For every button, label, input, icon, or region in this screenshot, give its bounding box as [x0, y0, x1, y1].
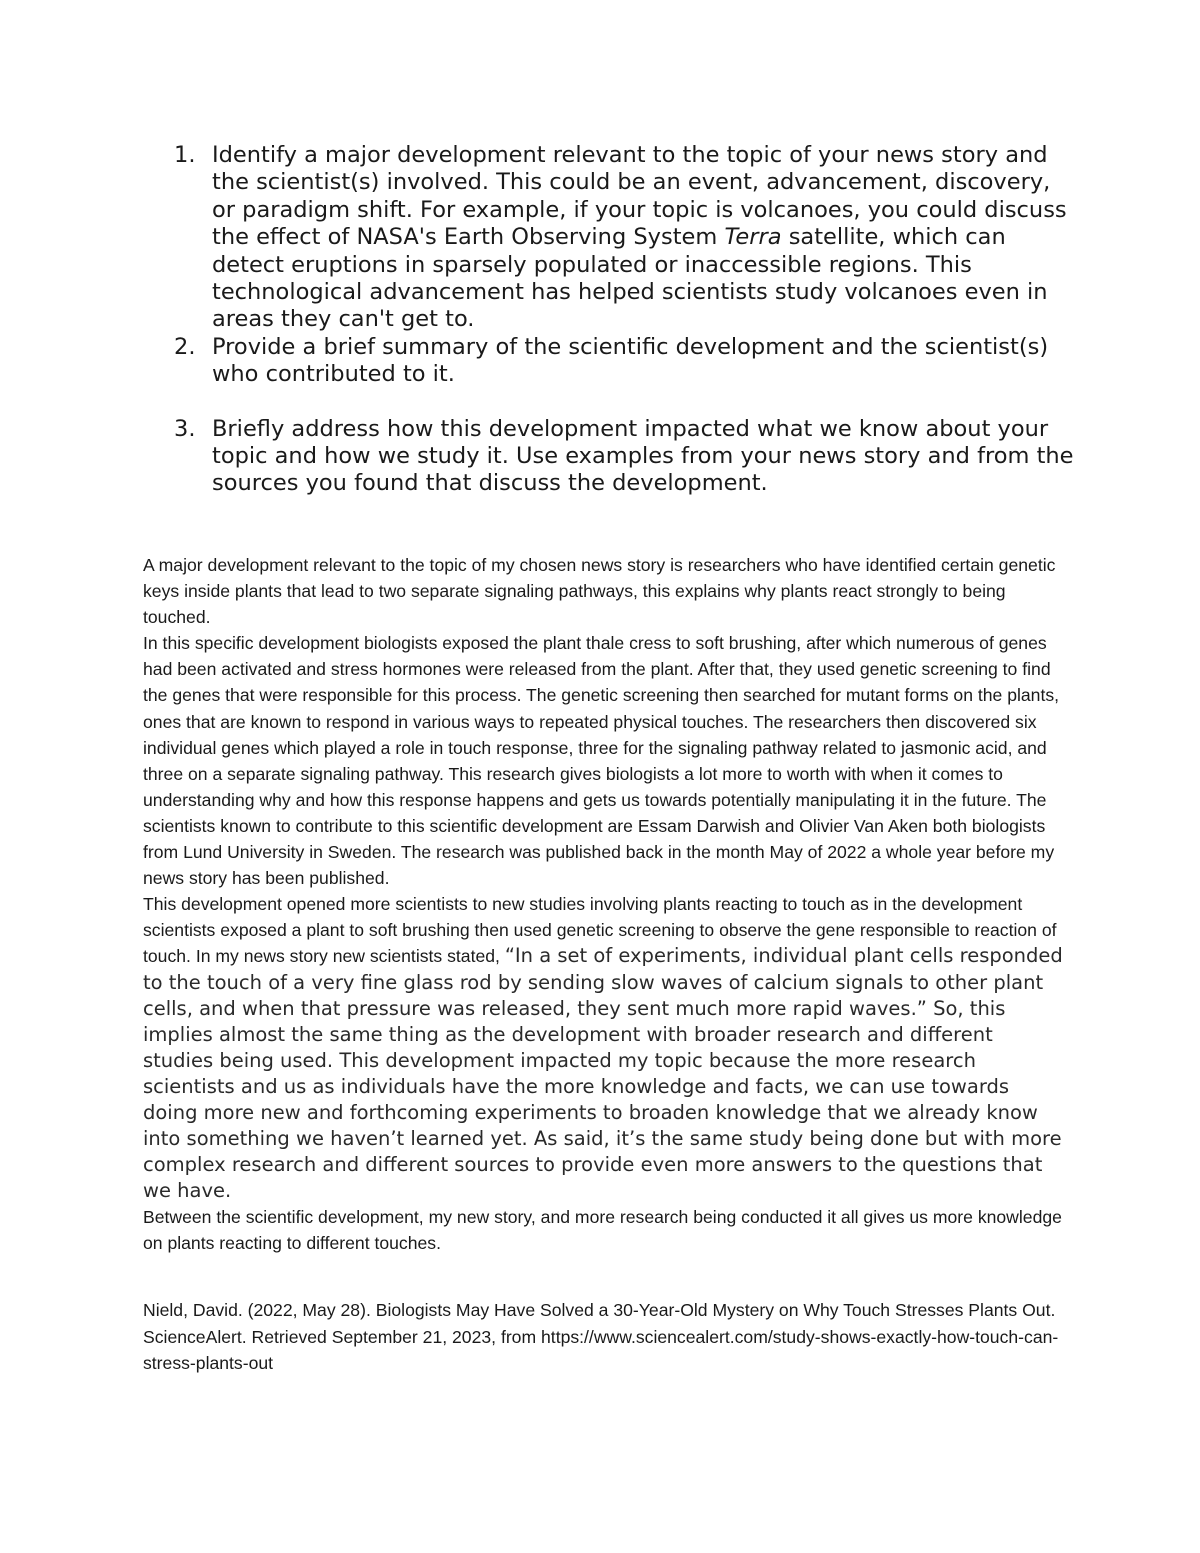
essay-paragraph-3: [143, 891, 1063, 1204]
instructions-list: [174, 142, 1074, 498]
essay-paragraph-3-text: This development opened more scientists to new studies involving plants reacting to touch as in the development scientists exposed a plant to soft brushing then used genetic screening to observe the gene responsible to reaction of touch. In my news story new scientists stated,: [143, 894, 1057, 967]
instruction-text-1b: satellite, which can detect eruptions in sparsely populated or inaccessible regions. This technological advancement has helped scientists study volcanoes even in areas they can't get to.: [212, 224, 1048, 333]
instruction-number-3: 3.: [174, 415, 196, 442]
instruction-text-1-italic: Terra: [724, 224, 782, 251]
instruction-text-2: Provide a brief summary of the scientific development and the scientist(s) who contributed to it.: [212, 333, 1049, 388]
essay-paragraph-4: Between the scientific development, my new story, and more research being conducted it all gives us more knowledge on plants reacting to different touches.: [143, 1207, 1062, 1254]
instruction-item-1: [174, 142, 1074, 334]
essay-body: [143, 552, 1063, 1257]
instruction-text-1a: Identify a major development relevant to the topic of your news story and the scientist(s) involved. This could be an event, advancement, discovery, or paradigm shift. For example, if your topic is volcanoes, you could discuss the effect of NASA's Earth Observing System: [212, 142, 1067, 251]
essay-quote: “In a set of experiments, individual plant cells responded to the touch of a very fine glass rod by sending slow waves of calcium signals to other plant cells, and when that pressure was released, they sent much more rapid waves.” So, this implies almost the same thing as the development with broader research and different studies being used. This development impacted my topic because the more research scientists and us as individuals have the more knowledge and facts, we can use towards doing more new and forthcoming experiments to broaden knowledge that we already know into something we haven’t learned yet. As said, it’s the same study being done but with more complex research and different sources to provide even more answers to the questions that we have.: [143, 944, 1063, 1203]
instruction-number-1: 1.: [174, 142, 196, 168]
instruction-number-2: 2.: [174, 333, 196, 360]
essay-paragraph-1: A major development relevant to the topic of my chosen news story is researchers who have identified certain genetic keys inside plants that lead to two separate signaling pathways, this explains why plants react strongly to being touched.: [143, 555, 1056, 628]
instruction-text-3: Briefly address how this development impacted what we know about your topic and how we study it. Use examples from your news story and from the sources you found that discuss the development.: [212, 415, 1074, 497]
instruction-item-2: [174, 334, 1074, 389]
essay-paragraph-2: In this specific development biologists exposed the plant thale cress to soft brushing, after which numerous of genes had been activated and stress hormones were released from the plant. After that, they used genetic screening to find the genes that were responsible for this process. The genetic screening then searched for mutant forms on the plants, ones that are known to respond in various ways to repeated physical touches. The researchers then discovered six individual genes which played a role in touch response, three for the signaling pathway related to jasmonic acid, and three on a separate signaling pathway. This research gives biologists a lot more to worth with when it comes to understanding why and how this response happens and gets us towards potentially manipulating it in the future. The scientists known to contribute to this scientific development are Essam Darwish and Olivier Van Aken both biologists from Lund University in Sweden. The research was published back in the month May of 2022 a whole year before my news story has been published.: [143, 633, 1060, 889]
instruction-item-3: [174, 416, 1074, 498]
reference-citation: Nield, David. (2022, May 28). Biologists May Have Solved a 30-Year-Old Mystery on Why Touch Stresses Plants Out. ScienceAlert. Retrieved September 21, 2023, from https://www.sciencealert.com/study-shows-exactly-how-touch-can-stress-plants-out: [143, 1300, 1059, 1373]
